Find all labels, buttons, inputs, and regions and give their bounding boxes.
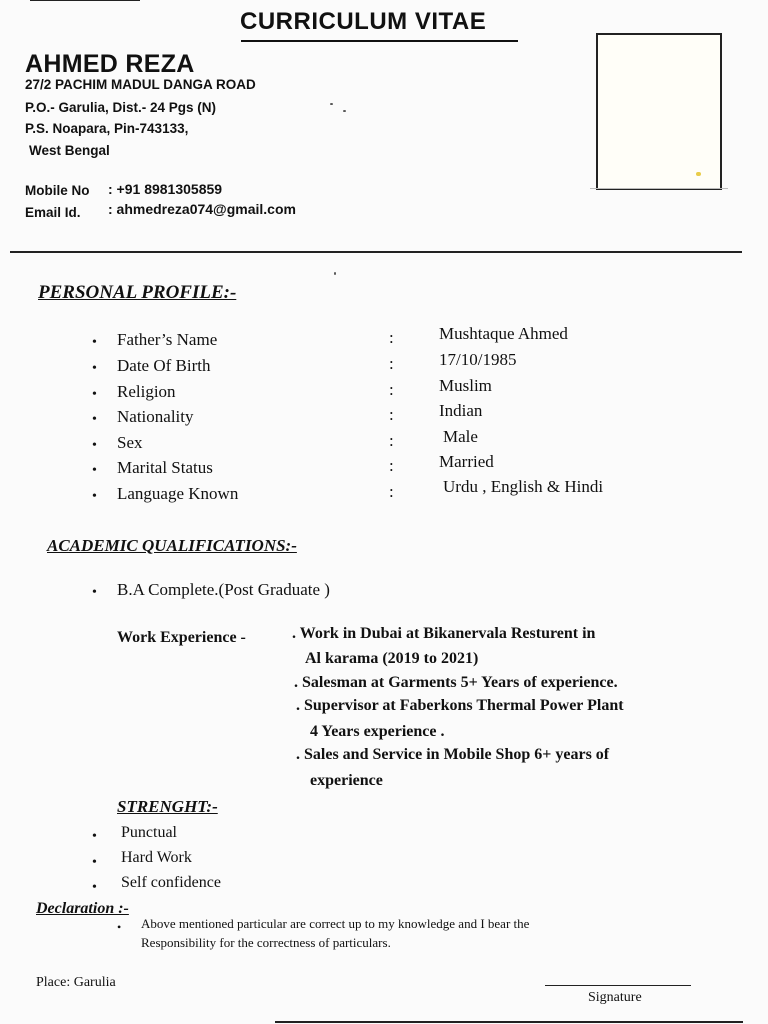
work-experience-line: . Supervisor at Faberkons Thermal Power Plant (296, 697, 624, 714)
bullet-icon: • (92, 880, 97, 895)
mobile-label: Mobile No (25, 183, 90, 198)
profile-value: Mushtaque Ahmed (439, 324, 568, 343)
profile-label: Nationality (117, 407, 194, 426)
profile-colon: : (389, 456, 394, 475)
profile-label: Date Of Birth (117, 356, 211, 375)
declaration-text: Responsibility for the correctness of particulars. (141, 935, 391, 950)
address-line-3: P.S. Noapara, Pin-743133, (25, 121, 189, 136)
bullet-icon: • (92, 387, 97, 402)
signature-label: Signature (588, 990, 642, 1005)
strength-item: Punctual (121, 824, 177, 841)
profile-value: Male (443, 427, 478, 446)
photo-base-line (590, 188, 728, 189)
bullet-icon: • (92, 489, 97, 504)
address-line-1: 27/2 PACHIM MADUL DANGA ROAD (25, 77, 256, 92)
profile-label: Sex (117, 433, 143, 452)
profile-value: Muslim (439, 376, 492, 395)
bullet-icon: • (92, 829, 97, 844)
bullet-icon: • (92, 412, 97, 427)
profile-label: Religion (117, 382, 176, 401)
document-title: CURRICULUM VITAE (240, 8, 487, 35)
profile-colon: : (389, 380, 394, 399)
scan-speck (334, 272, 336, 275)
profile-label: Marital Status (117, 458, 213, 477)
academic-qualifications-heading: ACADEMIC QUALIFICATIONS:- (47, 536, 297, 555)
profile-value: Married (439, 452, 494, 471)
work-experience-line: Al karama (2019 to 2021) (305, 650, 479, 667)
declaration-text: Above mentioned particular are correct up to my knowledge and I bear the (141, 916, 530, 931)
profile-colon: : (389, 328, 394, 347)
title-underline (241, 40, 518, 42)
bullet-icon: • (92, 335, 97, 350)
candidate-name: AHMED REZA (25, 50, 195, 78)
work-experience-line: . Salesman at Garments 5+ Years of experience. (294, 674, 618, 691)
profile-label: Language Known (117, 484, 239, 503)
bullet-icon: • (92, 585, 97, 600)
profile-colon: : (389, 431, 394, 450)
strength-heading: STRENGHT:- (117, 797, 218, 816)
signature-line (545, 985, 691, 986)
address-line-2: P.O.- Garulia, Dist.- 24 Pgs (N) (25, 100, 217, 115)
strength-item: Self confidence (121, 874, 221, 891)
work-experience-line: . Sales and Service in Mobile Shop 6+ years of (296, 746, 610, 763)
email-value: : ahmedreza074@gmail.com (108, 201, 296, 217)
work-experience-line: experience (310, 772, 383, 789)
profile-label: Father’s Name (117, 330, 218, 349)
declaration-heading: Declaration :- (36, 900, 129, 917)
profile-value: Urdu , English & Hindi (443, 477, 604, 496)
bullet-icon: • (92, 438, 97, 453)
email-label: Email Id. (25, 205, 81, 220)
mobile-value: : +91 8981305859 (108, 181, 223, 197)
scan-speck (330, 103, 333, 105)
personal-profile-heading: PERSONAL PROFILE:- (38, 282, 237, 303)
place: Place: Garulia (36, 975, 116, 990)
work-experience-line: 4 Years experience . (310, 723, 445, 740)
scan-speck (343, 110, 346, 112)
work-experience-line: . Work in Dubai at Bikanervala Resturent in (292, 625, 596, 642)
bottom-rule (275, 1021, 743, 1023)
work-experience-label: Work Experience - (117, 629, 246, 646)
bullet-icon: • (92, 361, 97, 376)
header-divider (10, 251, 742, 253)
academic-item: B.A Complete.(Post Graduate ) (117, 580, 330, 599)
profile-colon: : (389, 354, 394, 373)
profile-value: 17/10/1985 (439, 350, 517, 369)
bullet-icon: • (92, 463, 97, 478)
top-left-rule (30, 0, 140, 1)
profile-colon: : (389, 405, 394, 424)
photo-stain (696, 172, 701, 176)
photo-box (596, 33, 722, 190)
profile-value: Indian (439, 401, 483, 420)
address-line-4: West Bengal (29, 143, 110, 158)
profile-colon: : (389, 482, 394, 501)
strength-item: Hard Work (121, 849, 192, 866)
bullet-icon: • (92, 855, 97, 870)
bullet-icon: • (117, 920, 122, 934)
